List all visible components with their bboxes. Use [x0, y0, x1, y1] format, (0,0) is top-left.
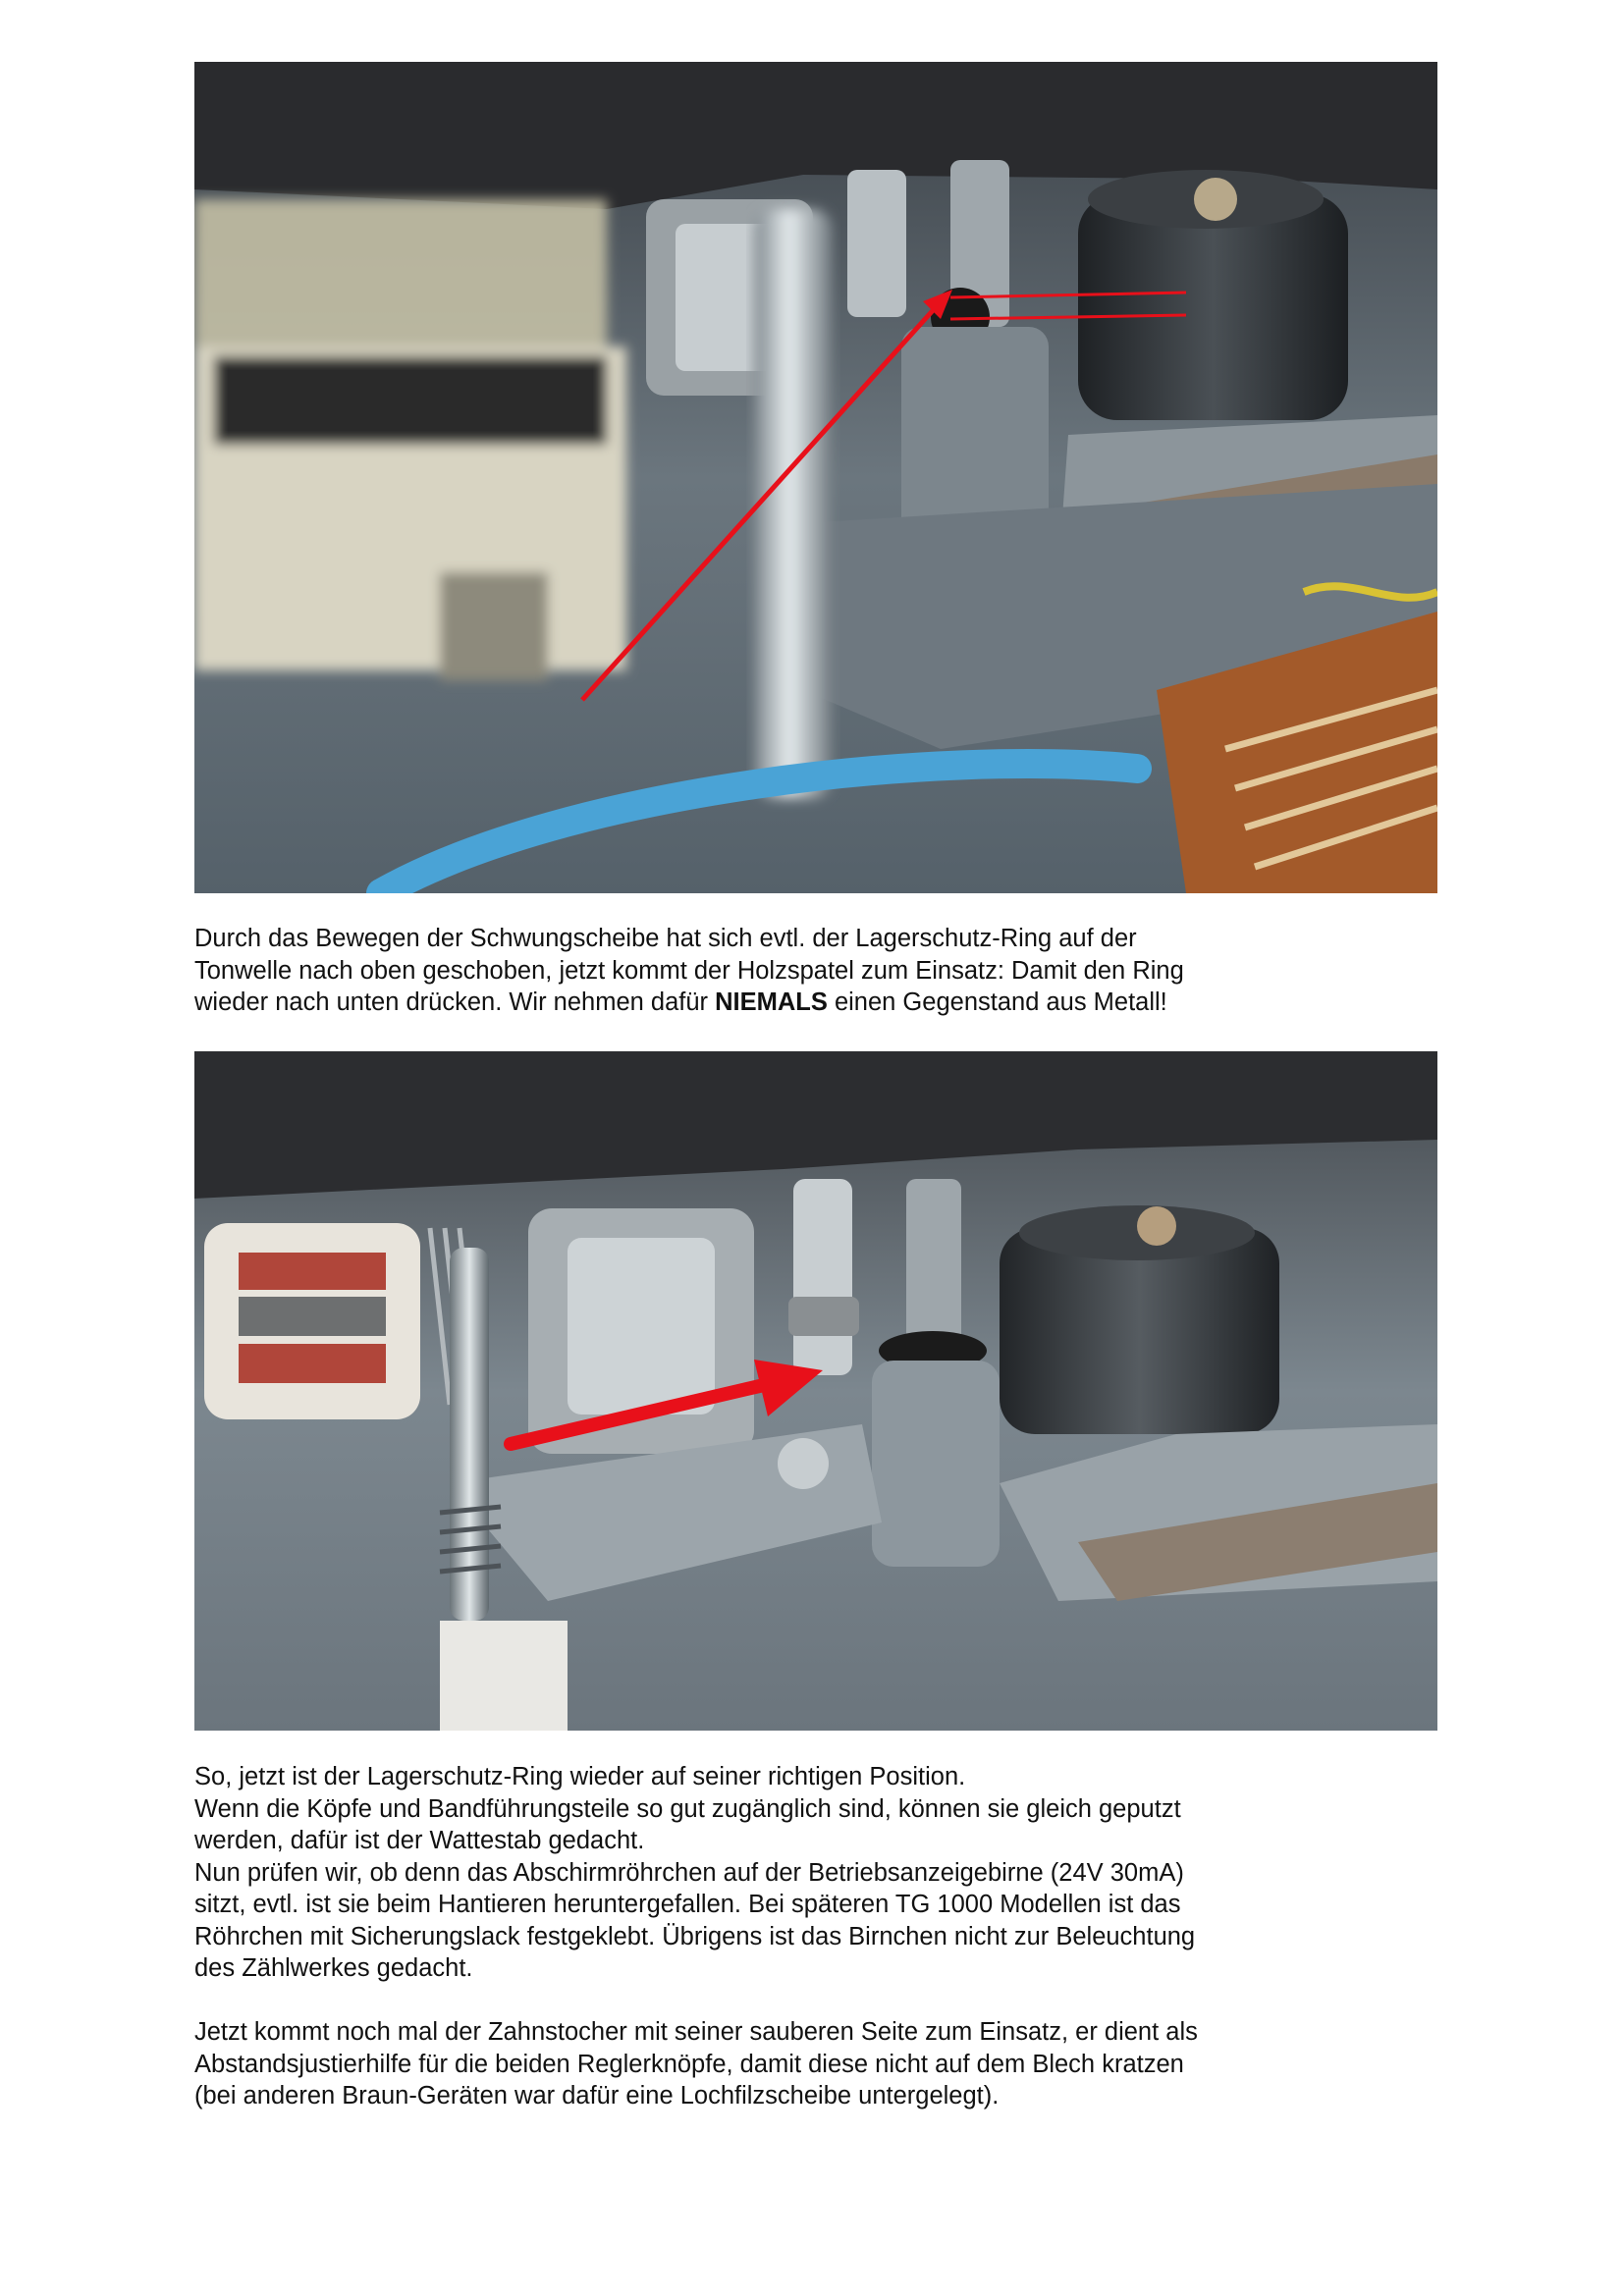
text-segment: einen Gegenstand aus Metall!	[827, 988, 1167, 1016]
text-line: Durch das Bewegen der Schwungscheibe hat sich evtl. der Lagerschutz-Ring auf der	[194, 925, 1137, 952]
photo-capstan-ring-raised	[194, 62, 1437, 893]
paragraph-ring-correct-position	[194, 1761, 1451, 1985]
paragraph-ring-pushed-up	[194, 923, 1451, 1019]
text-line: sitzt, evtl. ist sie beim Hantieren heruntergefallen. Bei späteren TG 1000 Modellen ist das	[194, 1891, 1181, 1918]
text-segment: wieder nach unten drücken. Wir nehmen dafür	[194, 988, 716, 1016]
text-line: So, jetzt ist der Lagerschutz-Ring wieder auf seiner richtigen Position.	[194, 1763, 966, 1790]
photo-2-illustration	[194, 1051, 1437, 1731]
photo-capstan-ring-correct	[194, 1051, 1437, 1731]
text-line: des Zählwerkes gedacht.	[194, 1954, 473, 1982]
text-line: (bei anderen Braun-Geräten war dafür eine Lochfilzscheibe untergelegt).	[194, 2082, 1000, 2109]
text-line: Wenn die Köpfe und Bandführungsteile so gut zugänglich sind, können sie gleich geputzt	[194, 1794, 1181, 1823]
text-line: werden, dafür ist der Wattestab gedacht.	[194, 1827, 645, 1854]
text-line: Abstandsjustierhilfe für die beiden Reglerknöpfe, damit diese nicht auf dem Blech kratzen	[194, 2050, 1184, 2078]
text-line: Jetzt kommt noch mal der Zahnstocher mit seiner sauberen Seite zum Einsatz, er dient als	[194, 2018, 1198, 2046]
text-line: Nun prüfen wir, ob denn das Abschirmröhrchen auf der Betriebsanzeigebirne (24V 30mA)	[194, 1858, 1184, 1887]
text-line: Röhrchen mit Sicherungslack festgeklebt. Übrigens ist das Birnchen nicht zur Beleuchtung	[194, 1922, 1196, 1950]
text-line	[194, 987, 1451, 1019]
text-line: Tonwelle nach oben geschoben, jetzt kommt der Holzspatel zum Einsatz: Damit den Ring	[194, 956, 1184, 985]
photo-1-illustration	[194, 62, 1437, 893]
emphasis-niemals: NIEMALS	[715, 988, 828, 1016]
paragraph-toothpick-spacer	[194, 2016, 1451, 2112]
